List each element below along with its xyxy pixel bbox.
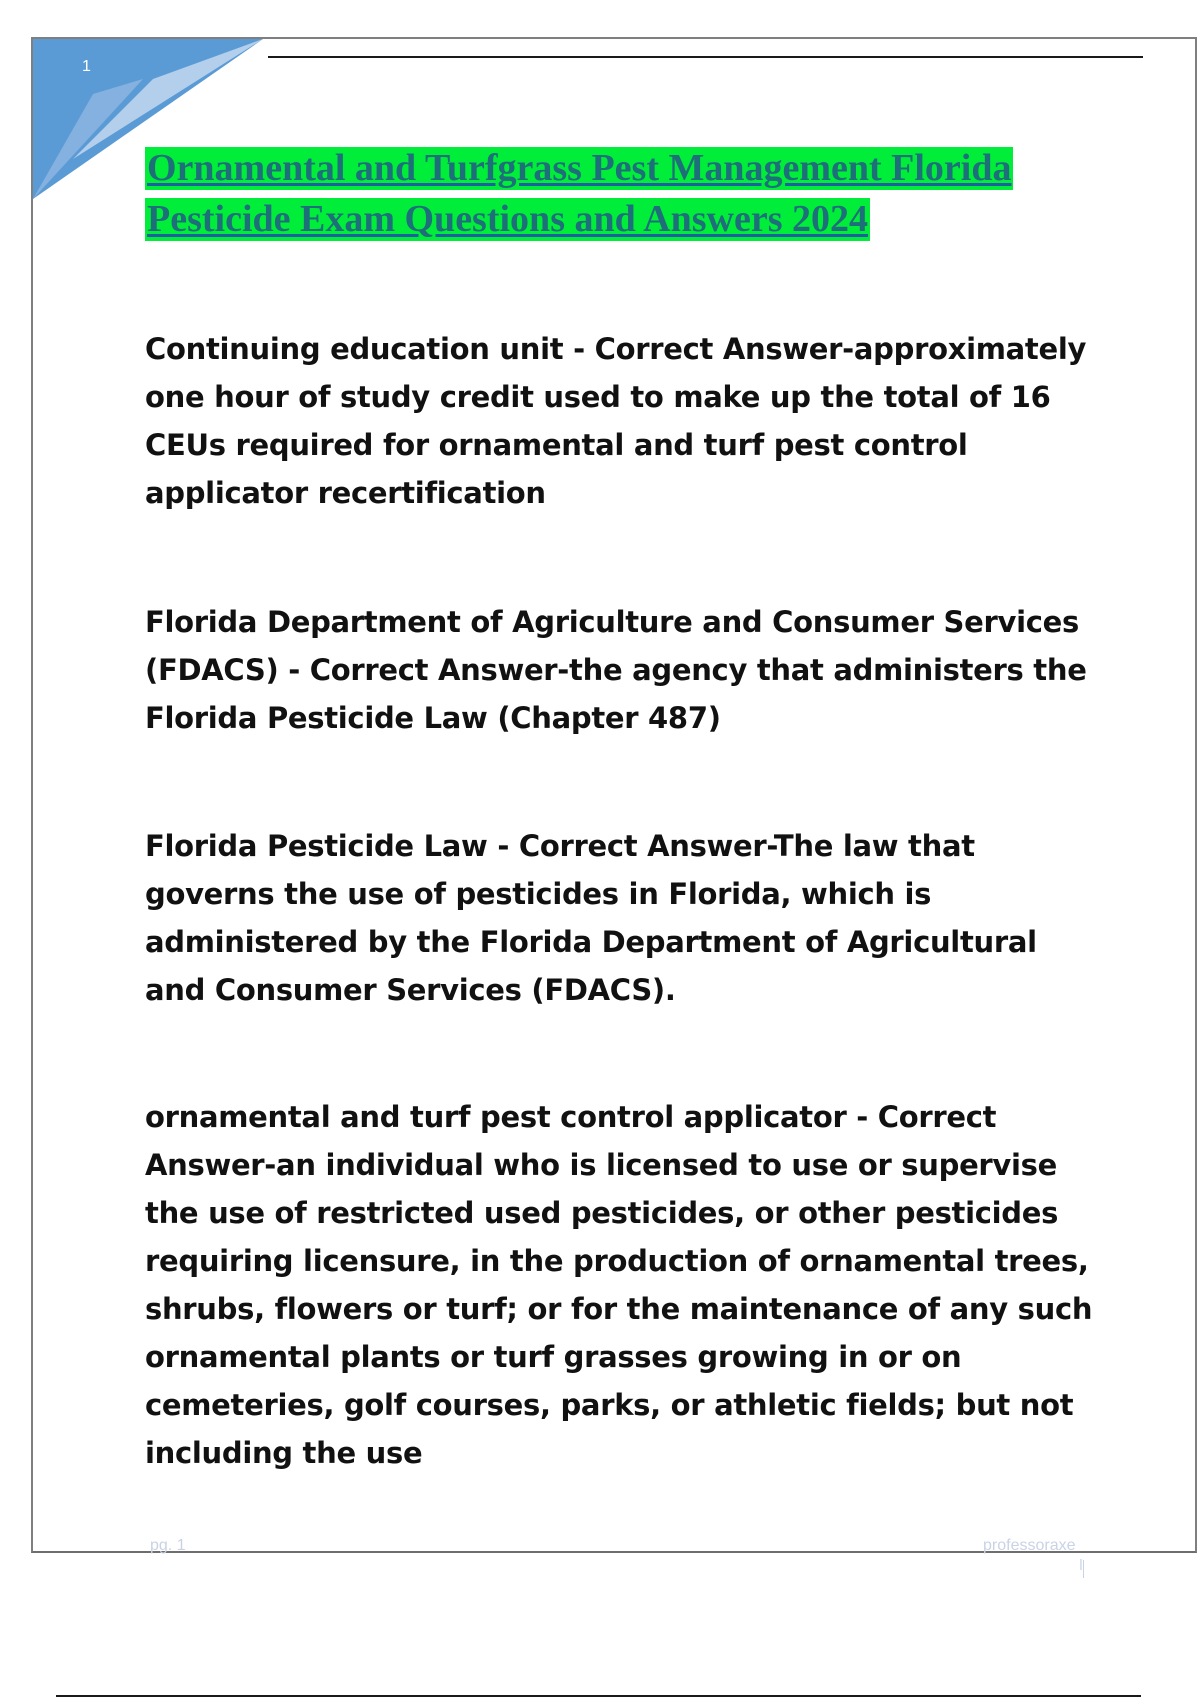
bottom-rule — [56, 1695, 1141, 1697]
document-title — [145, 143, 1085, 245]
footer-author-suffix: l — [1083, 1560, 1084, 1578]
footer-author: professoraxe — [983, 1537, 1076, 1554]
document-title-text: Ornamental and Turfgrass Pest Management Florida Pesticide Exam Questions and Answers 2024 — [147, 147, 1012, 240]
qa-entry-1: Continuing education unit - Correct Answer-approximately one hour of study credit used to make up the total of 16 CEUs required for ornamental and turf pest control applicator recertification — [145, 332, 1087, 510]
footer-page-label: pg. 1 — [150, 1537, 186, 1554]
corner-page-number: 1 — [82, 58, 91, 75]
header-rule — [268, 56, 1143, 58]
qa-entry-2: Florida Department of Agriculture and Consumer Services (FDACS) - Correct Answer-the agency that administers the Florida Pesticide Law (Chapter 487) — [145, 605, 1087, 735]
qa-entry-3: Florida Pesticide Law - Correct Answer-The law that governs the use of pesticides in Florida, which is administered by the Florida Department of Agricultural and Consumer Services (FDACS). — [145, 829, 1037, 1007]
qa-entry-4: ornamental and turf pest control applicator - Correct Answer-an individual who is licensed to use or supervise the use of restricted used pesticides, or other pesticides requiring licensure, in the production of ornamental trees, shrubs, flowers or turf; or for the maintenance of any such ornamental plants or turf grasses growing in or on cemeteries, golf courses, parks, or athletic fields; but not including the use — [145, 1100, 1093, 1470]
